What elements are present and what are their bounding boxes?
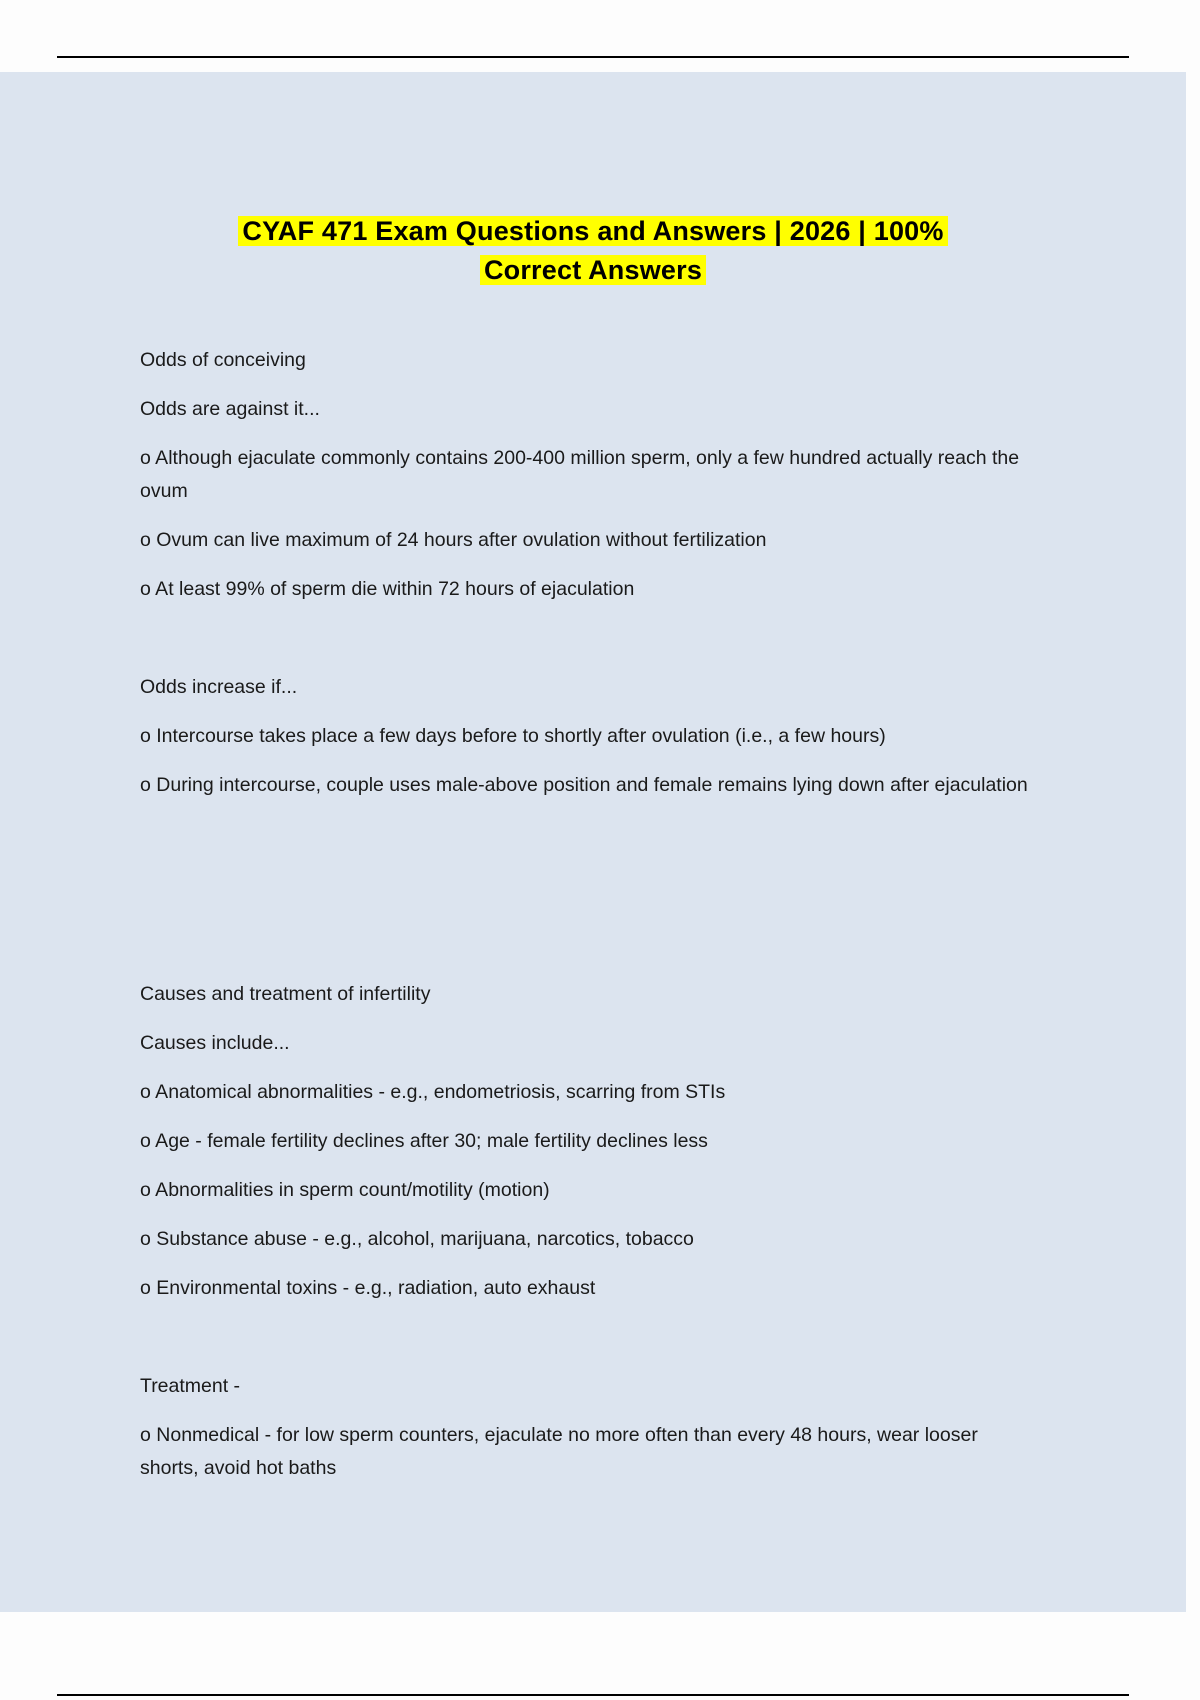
list-item: o During intercourse, couple uses male-above position and female remains lying down after ejaculation bbox=[140, 774, 1028, 796]
list-item: o Anatomical abnormalities - e.g., endometriosis, scarring from STIs bbox=[140, 1081, 726, 1103]
list-item: o Environmental toxins - e.g., radiation, auto exhaust bbox=[140, 1277, 596, 1299]
list-item: o Substance abuse - e.g., alcohol, marijuana, narcotics, tobacco bbox=[140, 1228, 694, 1250]
document-body bbox=[140, 344, 1040, 1501]
list-item: o Abnormalities in sperm count/motility (motion) bbox=[140, 1179, 550, 1201]
title-line-2: Correct Answers bbox=[480, 255, 706, 285]
list-item: o Intercourse takes place a few days before to shortly after ovulation (i.e., a few hours) bbox=[140, 725, 886, 747]
top-rule bbox=[57, 56, 1129, 58]
spacer bbox=[140, 622, 1040, 671]
title-line-1: CYAF 471 Exam Questions and Answers | 2026 | 100% bbox=[238, 216, 947, 246]
document-title bbox=[0, 212, 1186, 290]
answer-intro: Causes include... bbox=[140, 1032, 290, 1054]
answer-intro: Odds are against it... bbox=[140, 398, 320, 420]
list-item: o Nonmedical - for low sperm counters, ejaculate no more often than every 48 hours, wear looser shorts, avoid hot baths bbox=[140, 1424, 978, 1479]
document-page bbox=[0, 72, 1186, 1612]
list-item: o At least 99% of sperm die within 72 hours of ejaculation bbox=[140, 578, 635, 600]
spacer bbox=[140, 1321, 1040, 1370]
spacer bbox=[140, 818, 1040, 978]
question-heading: Causes and treatment of infertility bbox=[140, 983, 431, 1005]
bottom-rule bbox=[57, 1694, 1129, 1696]
answer-intro: Odds increase if... bbox=[140, 676, 298, 698]
answer-intro: Treatment - bbox=[140, 1375, 241, 1397]
list-item: o Ovum can live maximum of 24 hours after ovulation without fertilization bbox=[140, 529, 767, 551]
question-heading: Odds of conceiving bbox=[140, 349, 306, 371]
list-item: o Although ejaculate commonly contains 200-400 million sperm, only a few hundred actually reach the ovum bbox=[140, 447, 1020, 502]
list-item: o Age - female fertility declines after 30; male fertility declines less bbox=[140, 1130, 708, 1152]
